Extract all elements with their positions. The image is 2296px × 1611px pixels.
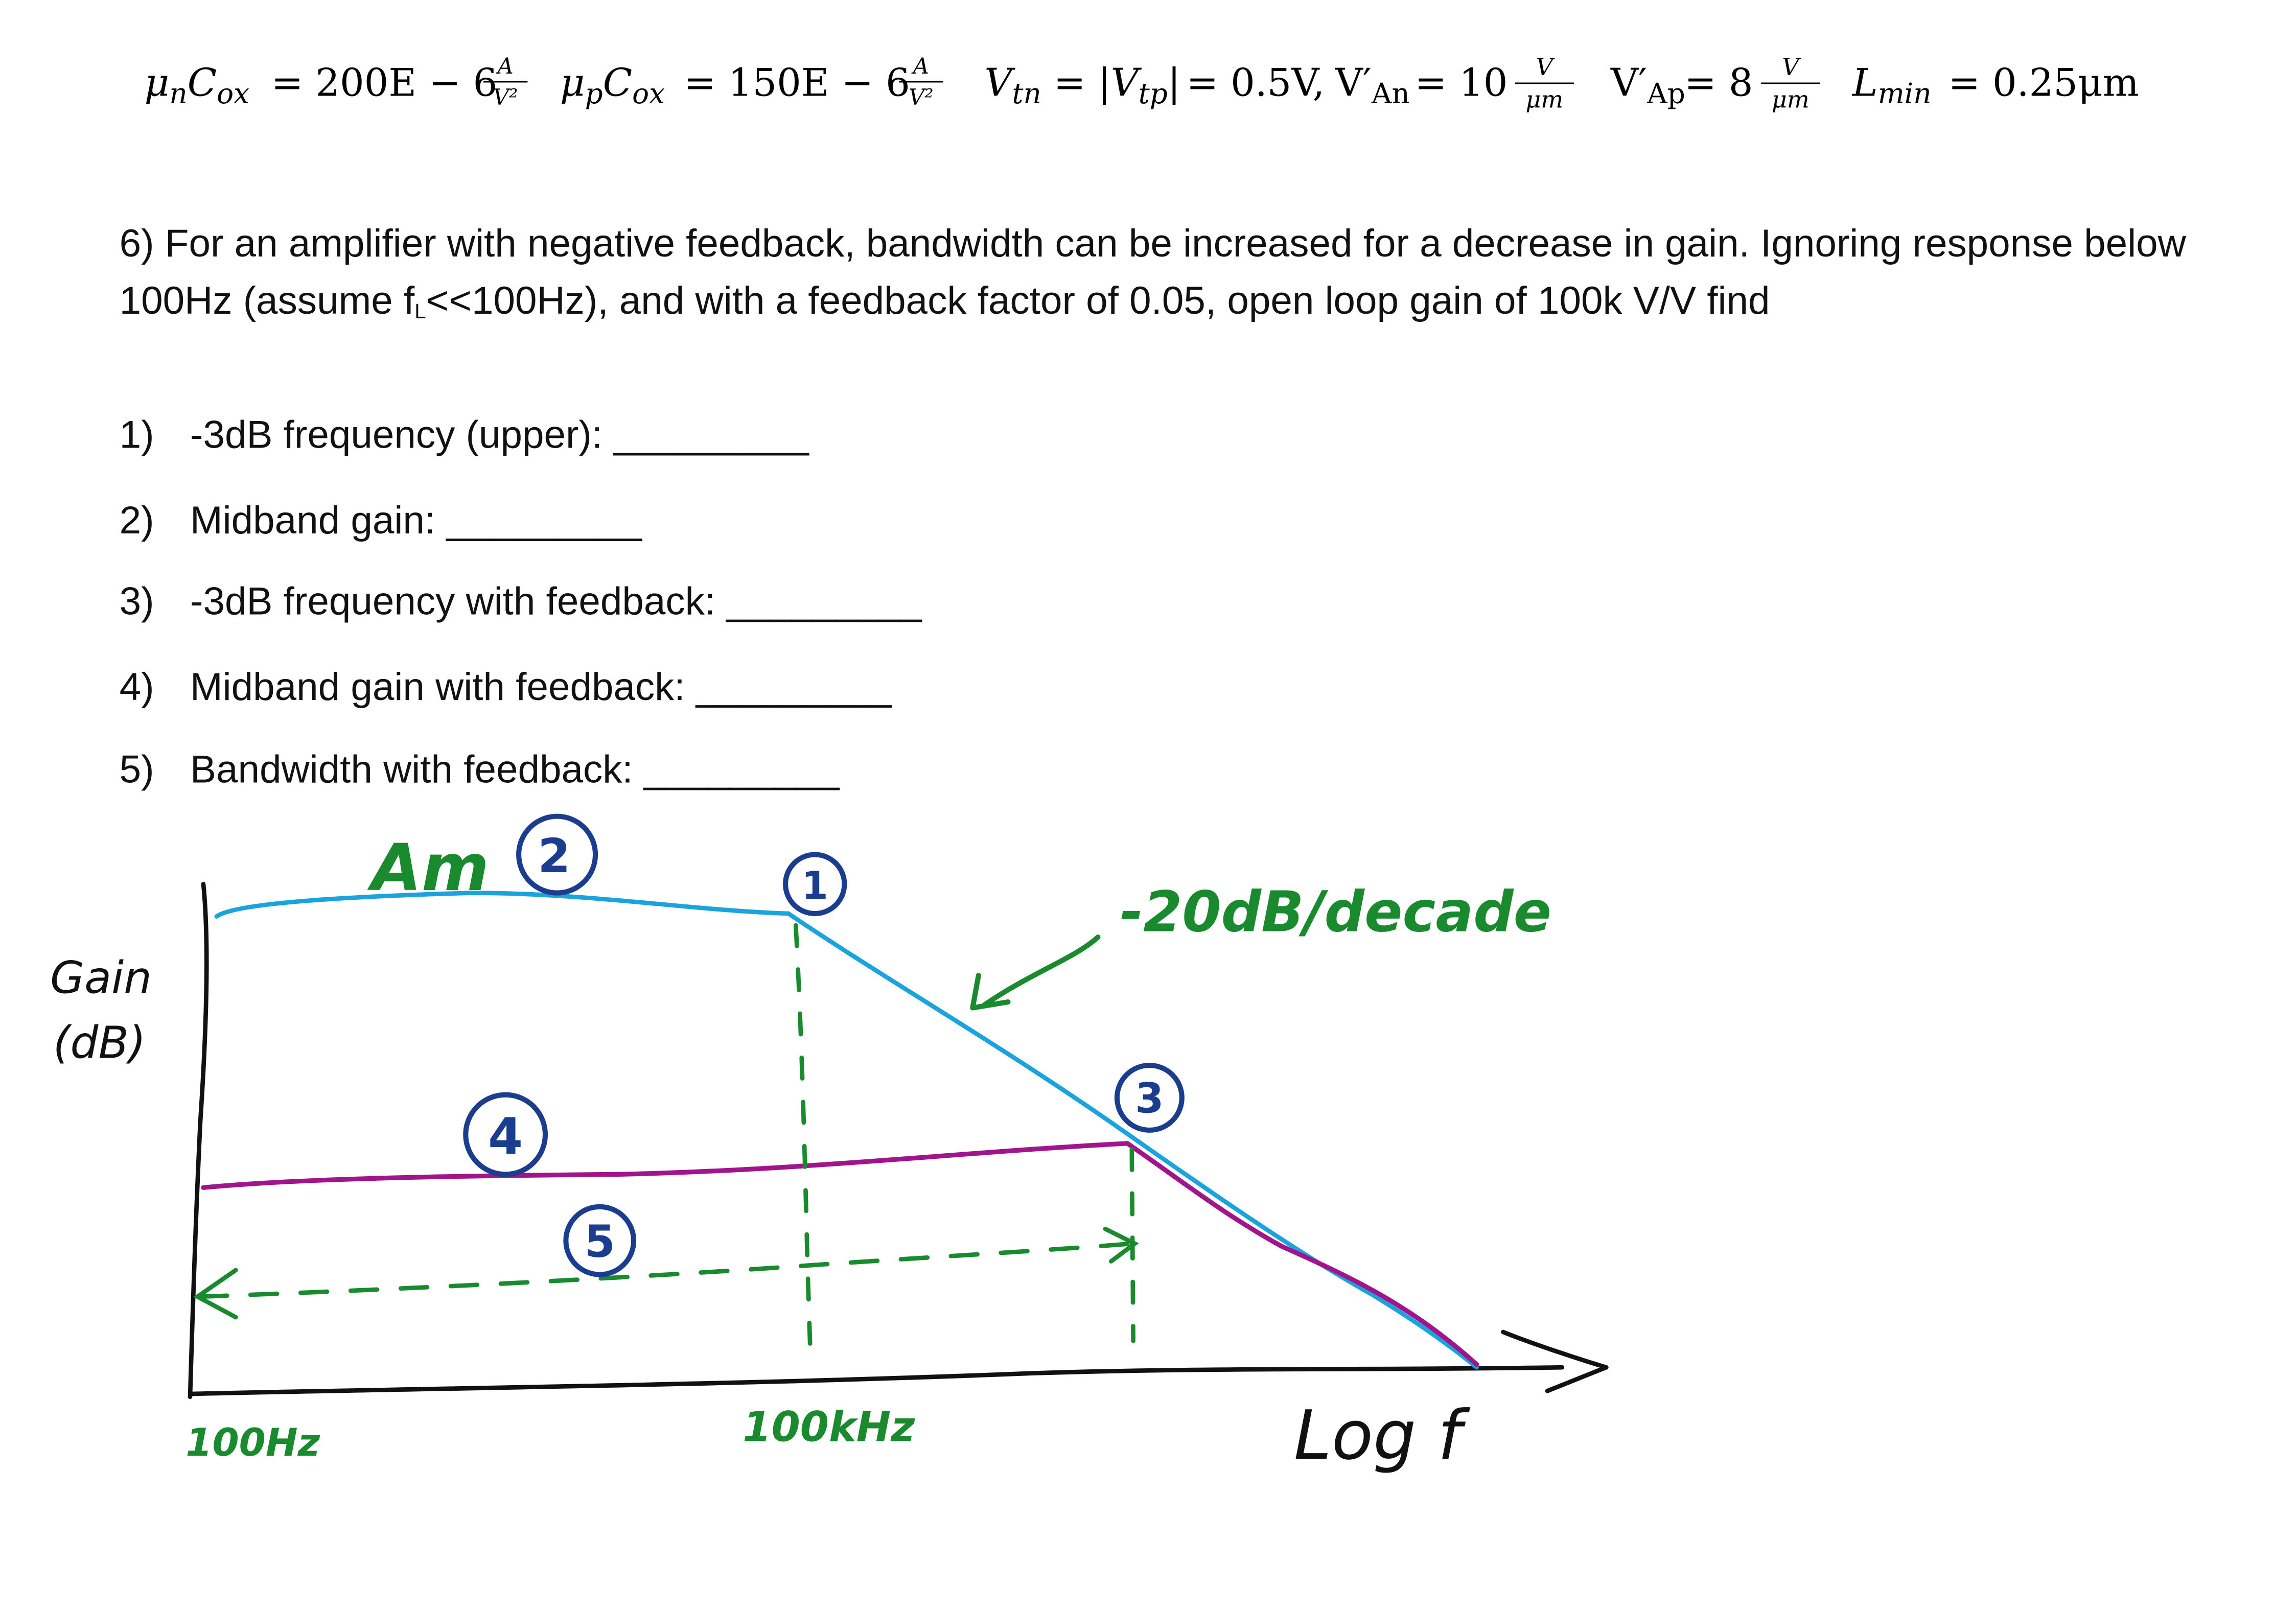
y-axis-label-gain: Gain — [50, 952, 152, 1004]
slope-arrow — [984, 937, 1098, 1005]
question-text: Midband gain with feedback: _________ — [190, 664, 892, 709]
svg-text:2: 2 — [538, 828, 571, 884]
lmin-symbol: $L_{min}$ — [1852, 62, 1932, 111]
question-text: -3dB frequency with feedback: _________ — [190, 579, 922, 623]
marker-2 — [519, 816, 595, 893]
question-number: 2) — [119, 498, 154, 543]
question-number: 4) — [119, 664, 154, 709]
vt-symbol: $V_{tn} = |V_{tp}|$ — [984, 62, 1181, 111]
lmin-value: = 0.25μm — [1948, 62, 2139, 106]
open-loop-curve — [217, 893, 1477, 1368]
tick-100hz: 100Hz — [185, 1420, 320, 1465]
up-cox-symbol: $\mu_pC_{ox}$ — [560, 62, 665, 111]
midband-gain-label: Am — [371, 829, 490, 905]
bandwidth-arrow-left-head — [197, 1270, 236, 1317]
tick-100khz: 100kHz — [743, 1403, 915, 1452]
x-axis-label: Log f — [1293, 1396, 1462, 1475]
y-axis-line — [190, 884, 206, 1397]
bandwidth-arrow — [200, 1244, 1132, 1297]
vap-value: = 8 — [1684, 62, 1753, 106]
svg-text:1: 1 — [801, 863, 828, 908]
svg-text:3: 3 — [1135, 1075, 1164, 1123]
x-axis-line — [190, 1367, 1562, 1394]
slope-label: -20dB/decade — [1120, 879, 1552, 945]
question-number: 3) — [119, 579, 154, 623]
up-cox-value: = 150E − 6 — [684, 62, 910, 106]
un-cox-unit: $\frac{A}{\text{V²}}$ — [483, 56, 528, 109]
question-number: 1) — [119, 412, 154, 457]
dashed-line-100khz — [796, 925, 810, 1359]
svg-text:4: 4 — [488, 1108, 523, 1166]
question-text: -3dB frequency (upper): _________ — [190, 412, 809, 457]
van-value: = 10 — [1414, 62, 1508, 106]
y-axis-label-db: (dB) — [53, 1017, 146, 1069]
problem-text-sub: L — [414, 299, 426, 323]
question-number: 5) — [119, 747, 154, 791]
up-cox-unit: $\frac{A}{\text{V²}}$ — [899, 56, 943, 109]
svg-text:5: 5 — [584, 1216, 615, 1268]
van-unit: $\frac{V}{\mu m}$ — [1515, 56, 1574, 112]
vap-unit: $\frac{V}{\mu m}$ — [1761, 56, 1820, 112]
problem-text-a: 6) For an amplifier with negative feedback, bandwidth can be increased for a decrease in gain. Ignoring response below 100Hz (assume f — [119, 221, 2186, 323]
question-text: Midband gain: _________ — [190, 498, 642, 543]
un-cox-value: = 200E − 6 — [271, 62, 498, 106]
un-cox-symbol: $\mu_nC_{ox}$ — [144, 62, 249, 111]
closed-loop-curve — [203, 1143, 1477, 1365]
marker-4 — [466, 1095, 545, 1175]
van-symbol: $V'_{An}$ — [1335, 62, 1410, 111]
marker-1 — [785, 855, 844, 914]
marker-3 — [1117, 1065, 1182, 1130]
vap-symbol: $V'_{Ap}$ — [1610, 62, 1685, 111]
x-axis-arrowhead — [1503, 1332, 1606, 1391]
question-text: Bandwidth with feedback: _________ — [190, 747, 840, 791]
problem-text-b: <<100Hz), and with a feedback factor of 0.05, open loop gain of 100k V/V find — [426, 278, 1770, 323]
vt-value: = 0.5V, — [1186, 62, 1325, 106]
marker-5 — [566, 1207, 634, 1275]
